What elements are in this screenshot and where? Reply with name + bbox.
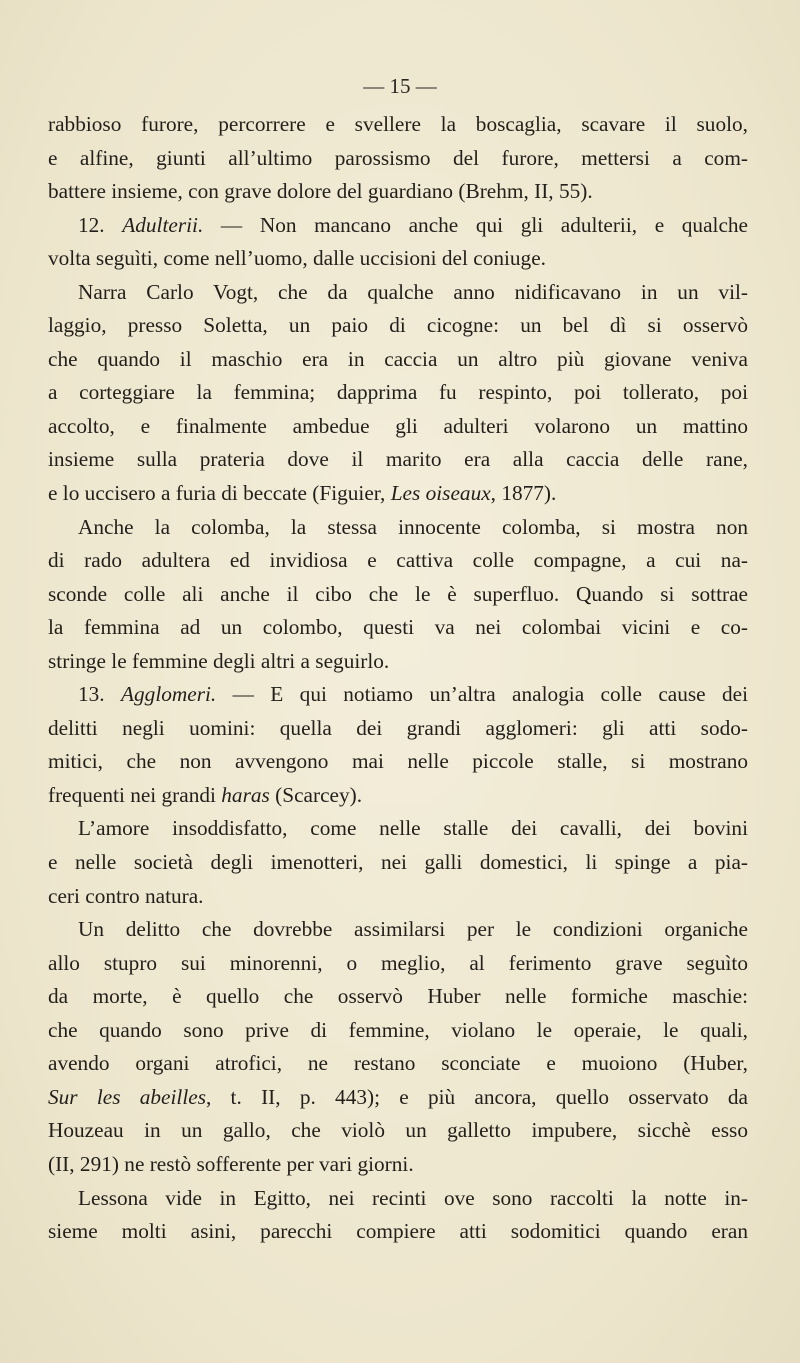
- text-line: (II, 291) ne restò sofferente per vari giorni.: [48, 1151, 414, 1176]
- brehm-page-ref: 55: [558, 179, 581, 204]
- text-line: frequenti nei grandi haras (Scarcey).: [48, 782, 363, 807]
- text-line: la femmina ad un colombo, questi va nei colombai vicini e co-: [48, 615, 748, 640]
- text-line: mitici, che non avvengono mai nelle piccole stalle, si mostrano: [48, 749, 748, 774]
- text-line: battere insieme, con grave dolore del guardiano (Brehm, II, 55).: [48, 179, 593, 204]
- text-line: L’amore insoddisfatto, come nelle stalle dei cavalli, dei bovini: [78, 816, 748, 841]
- text-line: sconde colle ali anche il cibo che le è superfluo. Quando si sottrae: [48, 581, 748, 606]
- text-line: insieme sulla prateria dove il marito era alla caccia delle rane,: [48, 447, 748, 472]
- text-line: avendo organi atrofici, ne restano sconciate e muoiono (Huber,: [48, 1051, 748, 1076]
- text-line: sieme molti asini, parecchi compiere atti sodomitici quando eran: [48, 1219, 748, 1244]
- text-line: stringe le femmine degli altri a seguirlo.: [48, 648, 390, 673]
- text-line: che quando il maschio era in caccia un altro più giovane veniva: [48, 346, 748, 371]
- text-line: volta seguìti, come nell’uomo, dalle uccisioni del coniuge.: [48, 246, 546, 271]
- text-line: Un delitto che dovrebbe assimilarsi per le condizioni organiche: [78, 917, 748, 942]
- text-line: laggio, presso Soletta, un paio di cicogne: un bel dì si osservò: [48, 313, 748, 338]
- section-12-number: 12.: [78, 212, 105, 237]
- brehm-volume-ref: II: [534, 179, 549, 204]
- text-line: di rado adultera ed invidiosa e cattiva colle compagne, a cui na-: [48, 548, 748, 573]
- text-line: e nelle società degli imenotteri, nei galli domestici, li spinge a pia-: [48, 850, 748, 875]
- figuier-title: Les oiseaux: [390, 481, 491, 506]
- section-13-title: Agglomeri.: [121, 682, 217, 707]
- text-line: ceri contro natura.: [48, 883, 204, 908]
- text-line: che quando sono prive di femmine, violano le operaie, le quali,: [48, 1017, 748, 1042]
- houzeau-volume-ref: II: [55, 1151, 70, 1176]
- text-line: a corteggiare la femmina; dapprima fu respinto, poi tollerato, poi: [48, 380, 748, 405]
- huber-title: Sur les abeilles: [48, 1084, 206, 1109]
- text-line: rabbioso furore, percorrere e svellere la boscaglia, scavare il suolo,: [48, 112, 748, 136]
- text-line: Narra Carlo Vogt, che da qualche anno nidificavano in un vil-: [78, 279, 748, 304]
- text-line: e alfine, giunti all’ultimo parossismo del furore, mettersi a com-: [48, 145, 748, 170]
- body-text: [48, 108, 748, 1249]
- text-line: accolto, e finalmente ambedue gli adulteri volarono un mattino: [48, 413, 748, 438]
- huber-volume-ref: II: [261, 1084, 276, 1109]
- text-line: e lo uccisero a furia di beccate (Figuier, Les oiseaux, 1877).: [48, 481, 557, 506]
- text-line: allo stupro sui minorenni, o meglio, al ferimento grave seguìto: [48, 950, 748, 975]
- text-line: Anche la colomba, la stessa innocente colomba, si mostra non: [78, 514, 748, 539]
- text-line: Houzeau in un gallo, che violò un galletto impubere, sicchè esso: [48, 1118, 748, 1143]
- section-12-title: Adulterii.: [122, 212, 204, 237]
- haras-term: haras: [221, 782, 270, 807]
- text-line: Lessona vide in Egitto, nei recinti ove sono raccolti la notte in-: [78, 1185, 748, 1210]
- text-line: Sur les abeilles, t. II, p. 443); e più ancora, quello osservato da: [48, 1084, 748, 1109]
- text-line: da morte, è quello che osservò Huber nelle formiche maschie:: [48, 984, 748, 1009]
- section-12-heading-line: 12. Adulterii. — Non mancano anche qui gli adulterii, e qualche: [78, 212, 748, 237]
- section-13-number: 13.: [78, 682, 105, 707]
- page-number: — 15 —: [363, 74, 437, 98]
- text-line: delitti negli uomini: quella dei grandi agglomeri: gli atti sodo-: [48, 715, 748, 740]
- section-13-heading-line: 13. Agglomeri. — E qui notiamo un’altra analogia colle cause dei: [78, 682, 748, 707]
